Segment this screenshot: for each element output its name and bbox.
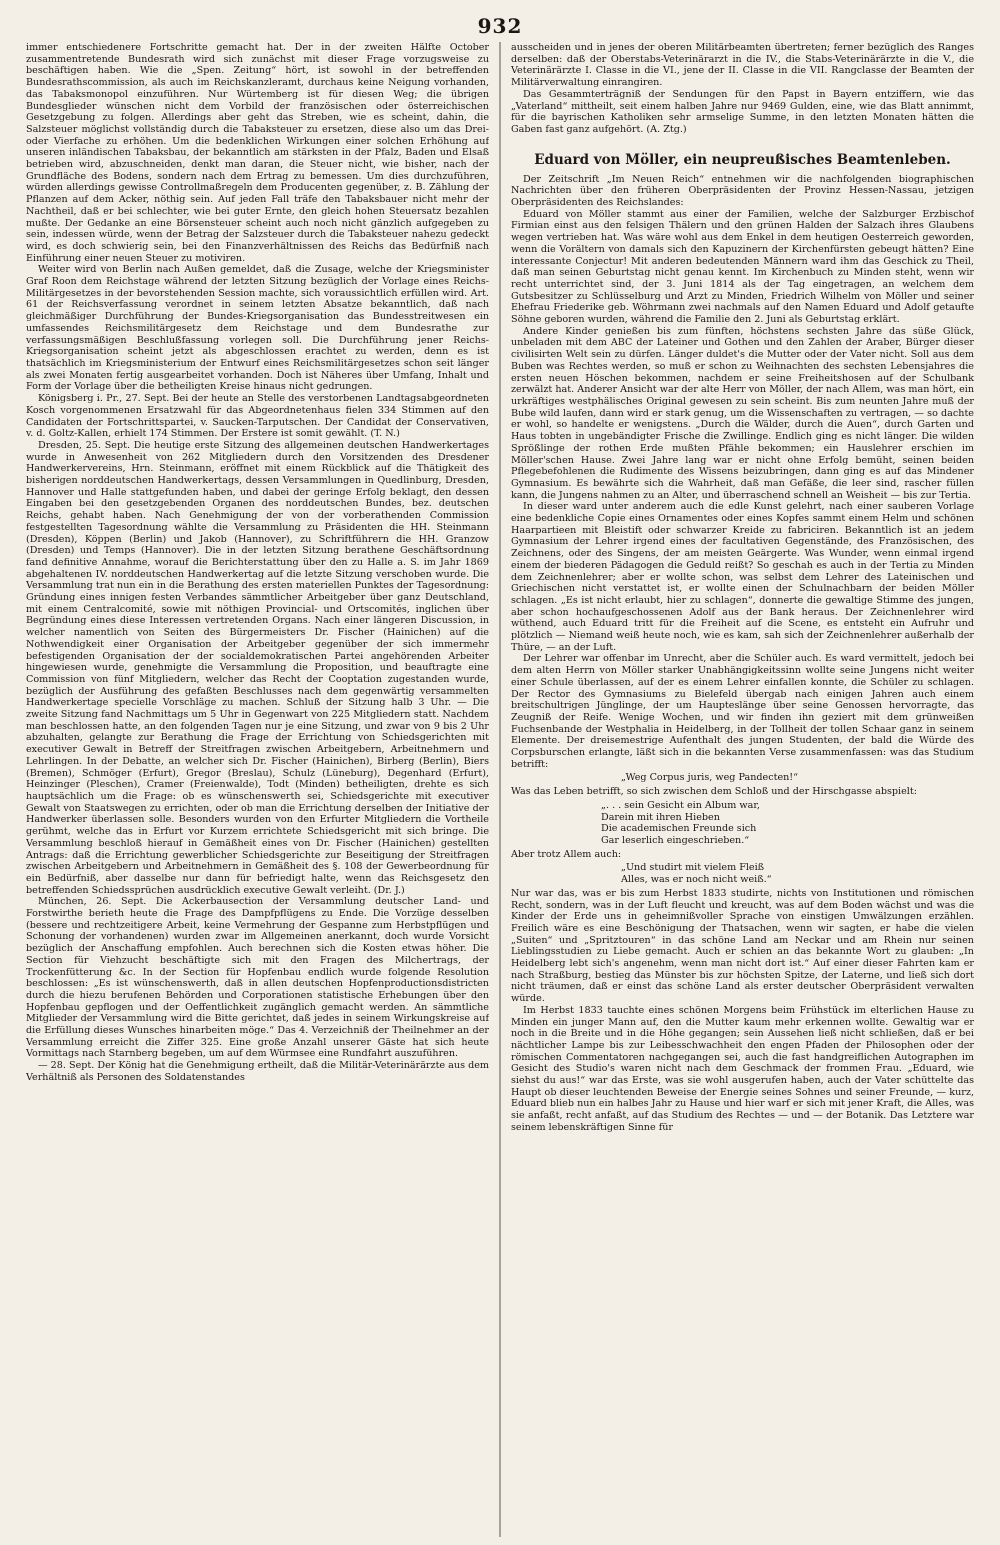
muenchen-king-report: — 28. Sept. Der König hat die Genehmigung ertheilt, daß die Militär-Veterinärärzte aus dem Verhältniß als Personen des Soldatenstandes [26,1060,489,1083]
verse-corpus-juris [511,772,974,784]
tobacco-tax-paragraph: immer entschiedenere Fortschritte gemacht hat. Der in der zweiten Hälfte October zusammentretende Bundesrath wird sich zunächst mit dieser Frage vorzugsweise zu beschäftigen haben. Wie die „Spen. Zeitung“ hört, ist sowohl in der betreffenden Bundesrathscommission, als auch im Reichskanzleramt, durchaus keine Neigung vorhanden, das Tabaksmonopol einzuführen. Nur Würtemberg ist für diesen Weg; die übrigen Bundesglieder wünschen nicht dem Vorbild der französischen oder österreichischen Gesetzgebung zu folgen. Allerdings aber geht das Streben, wie es scheint, dahin, die Salzsteuer möglichst vollständig durch die Tabaksteuer zu ersetzen, diese also um das Drei- oder Vierfache zu erhöhen. Um die bedenklichen Wirkungen einer solchen Erhöhung auf unseren inländischen Tabaksbau, der bekanntlich am stärksten in der Pfalz, Baden und Elsaß betrieben wird, abzuschneiden, denkt man daran, die Steuer nicht, wie bisher, nach der Grundfläche des Bodens, sondern nach dem Ertrag zu bemessen. Um dies durchzuführen, würden allerdings gewisse Controllmaßregeln dem Producenten gegenüber, z. B. Zählung der Pflanzen auf dem Acker, nöthig sein. Auf jeden Fall träfe den Tabaksbauer nicht mehr der Nachtheil, daß er bei schlechter, wie bei guter Ernte, den gleich hohen Steuersatz bezahlen mußte. Der Gedanke an eine Börsensteuer scheint auch noch nicht gänzlich aufgegeben zu sein, indessen würde, wenn der Betrag der Salzsteuer durch die Tabaksteuer nahezu gedeckt wird, es doch schwierig sein, bei den Finanzverhältnissen des Reichs das Bedürfniß nach Einführung einer neuen Steuer zu motiviren. [26,42,489,264]
article-intro: Der Zeitschrift „Im Neuen Reich“ entnehmen wir die nachfolgenden biographischen Nachrichten über den früheren Oberpräsidenten der Provinz Hessen-Nassau, jetzigen Oberpräsidenten des Reichslandes: [511,173,974,209]
article-life-paragraph: Was das Leben betrifft, so sich zwischen dem Schloß und der Hirschgasse abspielt: [511,786,917,798]
verse-line: „Weg Corpus juris, weg Pandecten!“ [621,772,799,784]
verse-line: Alles, was er noch nicht weiß.“ [621,874,772,886]
columns [26,42,974,1537]
article-studies-paragraph: Nur war das, was er bis zum Herbst 1833 studirte, nichts von Institutionen und römischen Recht, sondern, was in der Luft fleucht und kreucht, was auf dem Boden wächst und was die Kinder der Erde uns in geheimnißvoller Sprache von einstigen Umwälzungen erzählen. Freilich wäre es eine Beschönigung der Thatsachen, wenn wir sagten, er habe die vielen „Suiten“ und „Spritztouren“ in das schöne Land am Neckar und am Rhein nur seinen Lieblingsstudien zu Liebe gemacht. Auch er schien an das bekannte Wort zu glauben: „In Heidelberg lebt sich's angenehm, wenn man nicht dort ist.“ Auf einer dieser Fahrten kam er nach Straßburg, bestieg das Münster bis zur höchsten Spitze, der Laterne, und ließ sich dort nicht träumen, daß er einst das schöne Land als erster deutscher Oberpräsident verwalten würde. [511,887,974,1005]
verse-line: Die academischen Freunde sich [601,823,757,835]
verse-line: „Und studirt mit vielem Fleiß [621,862,765,874]
koenigsberg-report: Königsberg i. Pr., 27. Sept. Bei der heute an Stelle des verstorbenen Landtagsabgeordneten Kosch vorgenommenen Ersatzwahl für das Abgeordnetenhaus fielen 334 Stimmen auf den Candidaten der Fortschrittspartei, v. Saucken-Tarputschen. Der Candidat der Conservativen, v. d. Goltz-Kallen, erhielt 174 Stimmen. Der Erstere ist somit gewählt. (T. N.) [26,393,489,440]
veterinary-rank-paragraph: ausscheiden und in jenes der oberen Militärbeamten übertreten; ferner bezüglich des Ranges derselben: daß der Oberstabs-Veterinärarzt in die IV., die Stabs-Veterinärärzte in die V., die Veterinärärzte I. Classe in die VI., jene der II. Classe in die VII. Rangclasse der Beamten der Militärverwaltung einrangiren. [511,42,974,89]
dresden-report: Dresden, 25. Sept. Die heutige erste Sitzung des allgemeinen deutschen Handwerkertages wurde in Anwesenheit von 262 Mitgliedern durch den Vorsitzenden des Dresdener Handwerkervereins, Hrn. Steinmann, eröffnet mit einem Rückblick auf die Thätigkeit des bisherigen norddeutschen Handwerkertags, dessen Versammlungen in Quedlinburg, Dresden, Hannover und Halle stattgefunden haben, und dabei der geringe Erfolg beklagt, den dessen Eingaben bei den gesetzgebenden Organen des norddeutschen Bundes, bez. deutschen Reichs, gehabt haben. Nach Genehmigung der von der vorberathenden Commission festgestellten Tagesordnung wählte die Versammlung zu Präsidenten die HH. Steinmann (Dresden), Köppen (Berlin) und Jakob (Hannover), zu Schriftführern die HH. Granzow (Dresden) und Temps (Hannover). Die in der letzten Sitzung berathene Geschäftsordnung fand definitive Annahme, worauf die Berichterstattung über den zu Halle a. S. im Jahr 1869 abgehaltenen IV. norddeutschen Handwerkertag auf die letzte Sitzung verschoben wurde. Die Versammlung trat nun ein in die Berathung des ersten materiellen Punktes der Tagesordnung: Gründung eines innigen festen Verbandes sämmtlicher Arbeitgeber über ganz Deutschland, mit einem Centralcomité, sowie mit nöthigen Provincial- und Ortscomités, inglichen über Begründung eines diese Interessen vertretenden Organs. Nach einer längeren Discussion, in welcher namentlich von Seiten des Bürgermeisters Dr. Fischer (Hainichen) auf die Nothwendigkeit einer Organisation der Arbeitgeber gegenüber der sich immermehr befestigenden Organisation der der socialdemokratischen Partei angehörenden Arbeiter hingewiesen wurde, genehmigte die Versammlung die Proposition, und beauftragte eine Commission von fünf Mitgliedern, welcher das Recht der Cooptation zugestanden wurde, bezüglich der Ausführung des gefaßten Beschlusses nach dem gegenwärtig versammelten Handwerkertage specielle Vorschläge zu machen. Schluß der Sitzung halb 3 Uhr. — Die zweite Sitzung fand Nachmittags um 5 Uhr in Gegenwart von 225 Mitgliedern statt. Nachdem man beschlossen hatte, an den folgenden Tagen nur je eine Sitzung, und zwar von 9 bis 2 Uhr abzuhalten, gelangte zur Berathung die Frage der Errichtung von Schiedsgerichten mit executiver Gewalt in Betreff der Streitfragen zwischen Arbeitgebern, Arbeitnehmern und Lehrlingen. In der Debatte, an welcher sich Dr. Fischer (Hainichen), Birberg (Berlin), Biers (Bremen), Schmöger (Erfurt), Gregor (Breslau), Schulz (Lüneburg), Degenhard (Erfurt), Heinzinger (Pleschen), Cramer (Freienwalde), Todt (Minden) betheiligten, drehte es sich hauptsächlich um die Frage: ob es wünschenswerth sei, Schiedsgerichte mit executiver Gewalt von Staatswegen zu errichten, oder ob man die Errichtung derselben der Initiative der Handwerker überlassen solle. Besonders wurden von den Erfurter Mitgliedern die Vortheile gerühmt, welche das in Erfurt vor Kurzem errichtete Schiedsgericht mit sich bringe. Die Versammlung beschloß hierauf in Gemäßheit eines von Dr. Fischer (Hainichen) gestellten Antrags: daß die Errichtung gewerblicher Schiedsgerichte zur Beseitigung der Streitfragen zwischen Arbeitgebern und Arbeitnehmern in Gemäßheit des §. 108 der Gewerbeordnung für ein Bedürfniß, aber dasselbe nur dann für befriedigt halte, wenn das Reichsgesetz den betreffenden Schiedssprüchen ausdrücklich executive Gewalt verleiht. (Dr. J.) [26,439,489,896]
article-despite-paragraph: Aber trotz Allem auch: [511,848,622,860]
left-column [26,42,489,1537]
papal-donations-paragraph: Das Gesammterträgniß der Sendungen für den Papst in Bayern entziffern, wie das „Vaterland“ mittheilt, seit einem halben Jahre nur 9469 Gulden, eine, wie das Blatt annimmt, für die bayrischen Katholiken sehr armselige Summe, in den letzten Monaten hätten die Gaben fast ganz aufgehört. (A. Ztg.) [511,88,974,135]
article-return-paragraph: Im Herbst 1833 tauchte eines schönen Morgens beim Frühstück im elterlichen Hause zu Minden ein junger Mann auf, den die Mutter kaum mehr erkennen wollte. Gewaltig war er noch in die Breite und in die Höhe gegangen; sein Aussehen ließ nicht schließen, daß er bei nächtlicher Lampe bis zur Leibesschwachheit den engen Pfaden der Philosophen oder der römischen Commentatoren nachgegangen sei, auch die fast handgreiflichen Autographen im Gesicht des Studio's waren nicht nach dem Geschmack der frommen Frau. „Eduard, wie siehst du aus!“ war das Erste, was sie wohl ausgerufen haben, auch der Vater schüttelte das Haupt ob dieser leuchtenden Beweise der Energie seines Sohnes und seiner Freunde, — kurz, Eduard blieb nun ein halbes Jahr zu Hause und hier warf er sich mit jener Kraft, die Alles, was sie anfaßt, recht anfaßt, auf das Studium des Rechtes — und — der Botanik. Das Letztere war seinem lebenskräftigen Sinne für [511,1004,974,1133]
verse-album [511,800,974,847]
verse-line: Darein mit ihren Hieben [601,811,720,823]
military-law-paragraph: Weiter wird von Berlin nach Außen gemeldet, daß die Zusage, welche der Kriegsminister Graf Roon dem Reichstage während der letzten Sitzung bezüglich der Vorlage eines Reichs-Militärgesetzes in der bevorstehenden Session machte, sich voraussichtlich erfüllen wird. Art. 61 der Reichsverfassung verordnet in seinem letzten Absatze bekanntlich, daß nach gleichmäßiger Durchführung der Bundes-Kriegsorganisation das Bundesstreitwesen ein umfassendes Reichsmilitärgesetz dem Reichstage und dem Bundesrathe zur verfassungsmäßigen Beschlußfassung vorlegen soll. Die Durchführung jener Reichs-Kriegsorganisation scheint jetzt als abgeschlossen erachtet zu werden, denn es ist thatsächlich im Kriegsministerium der Entwurf eines Reichsmilitärgesetzes schon seit länger als zwei Monaten fertig ausgearbeitet vorhanden. Doch ist Näheres über Umfang, Inhalt und Form der Vorlage über die betheiligten Kreise hinaus nicht gedrungen. [26,264,489,393]
verse-line: „. . . sein Gesicht ein Album war, [601,799,760,811]
article-tertia-paragraph: In dieser ward unter anderem auch die edle Kunst gelehrt, nach einer sauberen Vorlage eine bedenkliche Copie eines Ornamentes oder eines Kopfes sammt einem Helm und schönen Haarpartieen mit Bleistift oder schwarzer Kreide zu fabriciren. Bekanntlich ist an jedem Gymnasium der Lehrer irgend eines der facultativen Gegenstände, des Französischen, des Zeichnens, oder des Singens, der am meisten Geärgerte. Was Wunder, wenn einmal irgend einem der biederen Pädagogen die Geduld reißt? So geschah es auch in der Tertia zu Minden dem Zeichnenlehrer; aber er wollte schon, was selbst dem Lehrer des Lateinischen und Griechischen nicht verstattet ist, er wollte einen der Schulnachbarn der beiden Möller schlagen. „Es ist nicht erlaubt, hier zu schlagen“, donnerte die gewaltige Stimme des jungen, aber schon hochaufgeschossenen Adolf aus der Bank heraus. Der Zeichnenlehrer wird wüthend, auch Eduard tritt für die Freiheit auf die Scene, es entsteht ein Aufruhr und plötzlich — Niemand weiß heute noch, wie es kam, sah sich der Zeichnenlehrer außerhalb der Thüre, — an der Luft. [511,501,974,653]
page-number: 932 [477,14,523,38]
article-heidelberg-paragraph: Der Lehrer war offenbar im Unrecht, aber die Schüler auch. Es ward vermittelt, jedoch bei dem alten Herrn von Möller starker Unabhängigkeitssinn wollte seine Jungens nicht weiter einer Schule überlassen, auf der es einem Lehrer einfallen konnte, die Schüler zu schlagen. Der Rector des Gymnasiums zu Bielefeld übergab nach einigen Jahren auch einem breitschultrigen Jünglinge, der um Haupteslänge über seine Genossen hervorragte, das Zeugniß der Reife. Wenige Wochen, und wir finden ihn geziert mit dem grünweißen Fuchsenbande der Westphalia in Heidelberg, in der Tollheit der tollen Schaar ganz in seinem Elemente. Der dreisemestrige Aufenthalt des jungen Studenten, der bald die Würde des Corpsburschen erlangte, läßt sich in die bekannten Verse zusammenfassen: was das Studium betrifft: [511,653,974,770]
right-column [511,42,974,1537]
article-title: Eduard von Möller, ein neupreußisches Beamtenleben. [534,151,951,168]
muenchen-report: München, 26. Sept. Die Ackerbausection der Versammlung deutscher Land- und Forstwirthe berieth heute die Frage des Dampfpflügens zu Ende. Die Vorzüge desselben (bessere und rechtzeitigere Arbeit, keine Vermehrung der Gespanne zum Herbstpflügen und Schonung der vorhandenen) wurden zwar im Allgemeinen anerkannt, doch wurde Vorsicht bezüglich der Anschaffung empfohlen. Auch berechnen sich die Kosten etwas höher. Die Section für Viehzucht beschäftigte sich mit den Fragen des Milchertrags, der Trockenfütterung &c. In der Section für Hopfenbau endlich wurde folgende Resolution beschlossen: „Es ist wünschenswerth, daß in allen deutschen Hopfenproductionsdistricten durch die hiezu berufenen Behörden und Corporationen statistische Erhebungen über den Hopfenbau gepflogen und der Oeffentlichkeit zugänglich gemacht werden. An sämmtliche Mitglieder der Versammlung wird die Bitte gerichtet, daß jedes in seinem Wirkungskreise auf die Erfüllung dieses Wunsches hinarbeiten möge.“ Das 4. Verzeichniß der Theilnehmer an der Versammlung erreicht die Ziffer 325. Eine große Anzahl unserer Gäste hat sich heute Vormittags nach Starnberg begeben, um auf dem Würmsee eine Rundfahrt auszuführen. [26,896,489,1060]
article-family-paragraph: Eduard von Möller stammt aus einer der Familien, welche der Salzburger Erzbischof Firmian einst aus den felsigen Thälern und den grünen Halden der Salzach ihres Glaubens wegen vertrieben hat. Was wäre wohl aus dem Enkel in dem heutigen Oesterreich geworden, wenn die Vorältern von damals sich den Kapuzinern der Kirchenfürsten gebeugt hätten? Eine interessante Conjectur! Mit anderen bedeutenden Männern ward ihm das Geschick zu Theil, daß man seinen Geburtstag nicht genau kennt. Im Kirchenbuch zu Minden steht, wenn wir recht unterrichtet sind, der 3. Juni 1814 als der Tag eingetragen, an welchem dem Gutsbesitzer zu Schlüsselburg und Arzt zu Minden, Friedrich Wilhelm von Möller und seiner Ehefrau Friederike geb. Wöhrmann zwei nachmals auf den Namen Eduard und Adolf getaufte Söhne geboren wurden, während die Familie den 2. Juni als Geburtstag erklärt. [511,208,974,326]
column-divider [500,42,501,1537]
verse-line: Gar leserlich eingeschrieben.“ [601,835,750,846]
verse-studirt [511,862,974,885]
article-childhood-paragraph: Andere Kinder genießen bis zum fünften, höchstens sechsten Jahre das süße Glück, unbeladen mit dem ABC der Lateiner und Gothen und den Zahlen der Araber, Bürger dieser civilisirten Welt sein zu dürfen. Länger duldet's die Mutter oder der Vater nicht. Soll aus dem Buben was Rechtes werden, so muß er schon zu Weihnachten des sechsten Lebensjahres die ersten neuen Höschen bekommen, nachdem er seine Freiheitshosen auf der Schulbank zerwälzt hat. Anderer Ansicht war der alte Herr von Möller, der nach Allem, was man hört, ein urkräftiges westphälisches Original gewesen zu sein scheint. Bis zum neunten Jahre muß der Bube wild laufen, dann wird er stark genug, um die Wissenschaften zu vertragen, — so dachte er wohl, so handelte er wenigstens. „Durch die Wälder, durch die Auen“, durch Garten und Haus tobten in ungebändigter Frische die Zwillinge. Endlich ging es nicht länger. Die wilden Sprößlinge der rothen Erde mußten Pfähle bekommen; ein Hauslehrer erschien im Möller'schen Hause. Zwei Jahre lang war er nicht ohne Erfolg bemüht, seinen beiden Pflegebefohlenen die Rudimente des Wissens beizubringen, dann ging es auf das Mindener Gymnasium. Es bewährte sich die Wahrheit, daß man Gefäße, die leer sind, rascher füllen kann, die Jungens nahmen zu an Alter, und überraschend schnell an Weisheit — bis zur Tertia. [511,325,974,501]
